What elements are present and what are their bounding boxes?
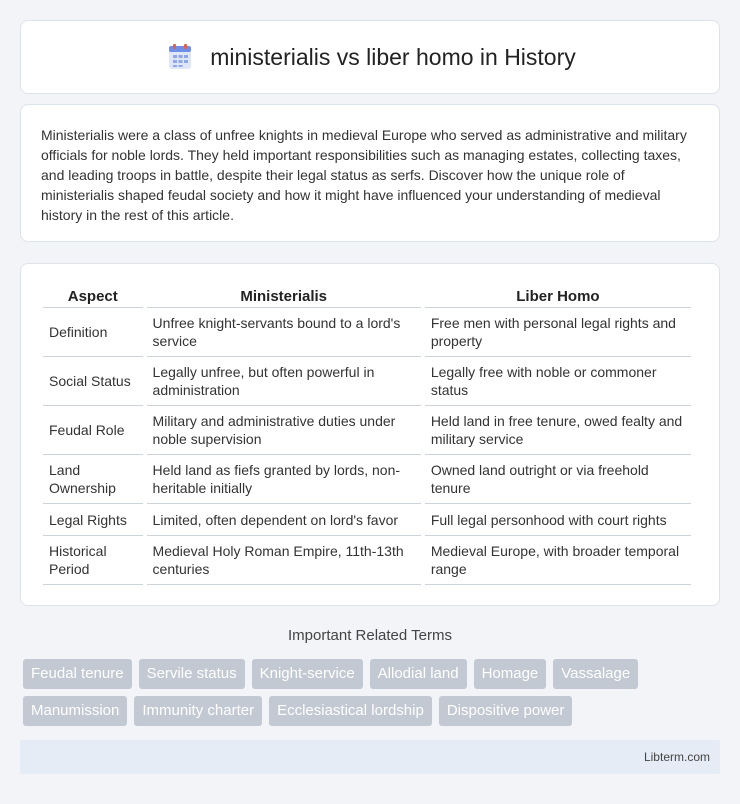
tag-allodial-land[interactable]: Allodial land [370,659,467,689]
tag-vassalage[interactable]: Vassalage [553,659,638,689]
intro-card [20,104,720,242]
row-ministerialis: Limited, often dependent on lord's favor [147,504,421,536]
tag-knight-service[interactable]: Knight-service [252,659,363,689]
footer-site-link[interactable]: Libterm.com [643,750,710,764]
tag-immunity-charter[interactable]: Immunity charter [134,696,262,726]
row-liber-homo: Legally free with noble or commoner status [425,357,691,406]
row-aspect: Legal Rights [43,504,143,536]
row-liber-homo: Free men with personal legal rights and property [425,308,691,357]
row-ministerialis: Unfree knight-servants bound to a lord's service [147,308,421,357]
header-card [20,20,720,94]
table-row [43,308,691,357]
tag-homage[interactable]: Homage [474,659,547,689]
tag-dispositive-power[interactable]: Dispositive power [439,696,573,726]
row-ministerialis: Medieval Holy Roman Empire, 11th-13th centuries [147,536,421,585]
row-liber-homo: Held land in free tenure, owed fealty and military service [425,406,691,455]
tag-servile-status[interactable]: Servile status [139,659,245,689]
table-row [43,504,691,536]
tag-manumission[interactable]: Manumission [23,696,127,726]
related-terms-tags [23,659,723,726]
intro-text: Ministerialis were a class of unfree knights in medieval Europe who served as administrative and military officials for noble lords. They held important responsibilities such as managing estates, collecting taxes, and leading troops in battle, despite their legal status as serfs. Discover how the unique role of ministerialis shaped feudal society and how it might have influenced your understanding of medieval history in the rest of this article. [41,127,687,223]
row-liber-homo: Medieval Europe, with broader temporal range [425,536,691,585]
comparison-table [39,286,695,585]
row-ministerialis: Legally unfree, but often powerful in administration [147,357,421,406]
document-list-icon [164,41,196,73]
column-header-ministerialis: Ministerialis [147,286,421,308]
row-aspect: Feudal Role [43,406,143,455]
page-title: ministerialis vs liber homo in History [210,43,576,70]
tag-ecclesiastical-lordship[interactable]: Ecclesiastical lordship [269,696,432,726]
table-row [43,357,691,406]
table-header-row [43,286,691,308]
related-terms-title: Important Related Terms [288,627,452,644]
table-row [43,406,691,455]
row-ministerialis: Held land as fiefs granted by lords, non-heritable initially [147,455,421,504]
table-row [43,455,691,504]
header [164,41,576,73]
column-header-liber-homo: Liber Homo [425,286,691,308]
row-aspect: Definition [43,308,143,357]
column-header-aspect: Aspect [43,286,143,308]
row-liber-homo: Full legal personhood with court rights [425,504,691,536]
row-aspect: Land Ownership [43,455,143,504]
row-ministerialis: Military and administrative duties under noble supervision [147,406,421,455]
table-row [43,536,691,585]
tag-feudal-tenure[interactable]: Feudal tenure [23,659,132,689]
row-aspect: Social Status [43,357,143,406]
row-liber-homo: Owned land outright or via freehold tenure [425,455,691,504]
footer [20,740,720,774]
comparison-card [20,263,720,606]
row-aspect: Historical Period [43,536,143,585]
